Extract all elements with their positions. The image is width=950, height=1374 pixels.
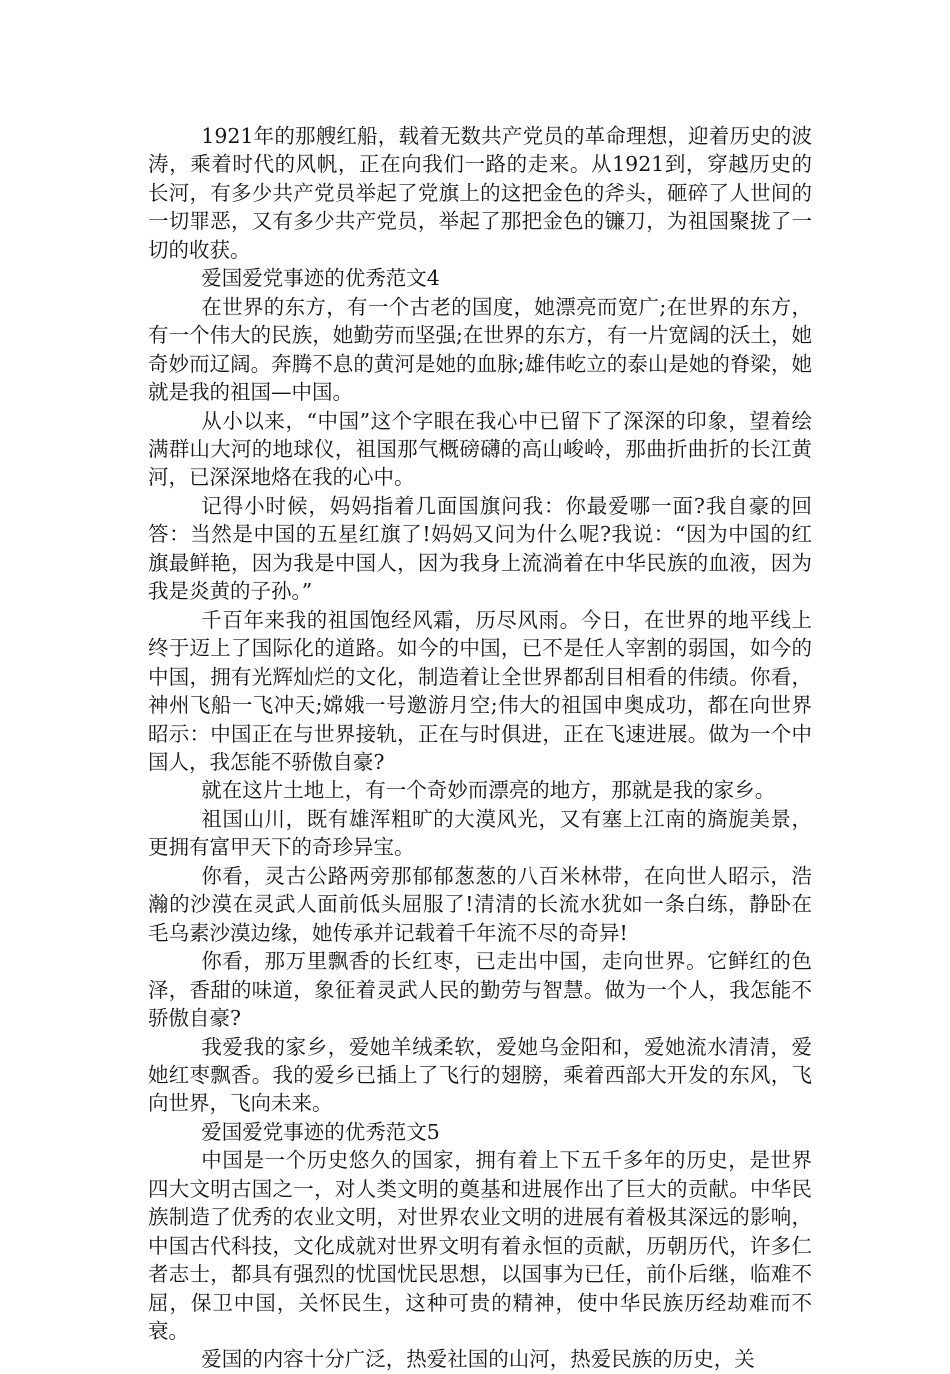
paragraph: 在世界的东方，有一个古老的国度，她漂亮而宽广;在世界的东方，有一个伟大的民族，她勤劳而坚强;在世界的东方，有一片宽阔的沃土，她奇妙而辽阔。奔腾不息的黄河是她的血脉;雄伟屹立的泰山是她的脊梁，她就是我的祖国—中国。 (148, 294, 812, 405)
paragraph: 1921年的那艘红船，载着无数共产党员的革命理想，迎着历史的波涛，乘着时代的风帆，正在向我们一路的走来。从1921到，穿越历史的长河，有多少共产党员举起了党旗上的这把金色的斧头，砸碎了人世间的一切罪恶，又有多少共产党员，举起了那把金色的镰刀，为祖国聚拢了一切的收获。 (148, 124, 812, 262)
paragraph: 你看，那万里飘香的长红枣，已走出中国，走向世界。它鲜红的色泽，香甜的味道，象征着灵武人民的勤劳与智慧。做为一个人，我怎能不骄傲自豪? (148, 949, 812, 1031)
paragraph: 就在这片土地上，有一个奇妙而漂亮的地方，那就是我的家乡。 (201, 778, 776, 803)
document-body (148, 122, 812, 1374)
paragraph: 我爱我的家乡，爱她羊绒柔软，爱她乌金阳和，爱她流水清清，爱她红枣飘香。我的爱乡已插上了飞行的翅膀，乘着西部大开发的东风，飞向世界，飞向未来。 (148, 1034, 812, 1116)
paragraph: 从小以来，“中国”这个字眼在我心中已留下了深深的印象，望着绘满群山大河的地球仪，祖国那气概磅礴的高山峻岭，那曲折曲折的长江黄河，已深深地烙在我的心中。 (148, 408, 812, 490)
paragraph: 记得小时候，妈妈指着几面国旗问我：你最爱哪一面?我自豪的回答：当然是中国的五星红旗了!妈妈又问为什么呢?我说：“因为中国的红旗最鲜艳，因为我是中国人，因为我身上流淌着在中华民族的血液，因为我是炎黄的子孙。” (148, 493, 812, 604)
paragraph: 祖国山川，既有雄浑粗旷的大漠风光，又有塞上江南的旖旎美景，更拥有富甲天下的奇珍异宝。 (148, 806, 812, 860)
section-heading: 爱国爱党事迹的优秀范文5 (201, 1119, 440, 1144)
paragraph: 你看，灵古公路两旁那郁郁葱葱的八百米林带，在向世人昭示，浩瀚的沙漠在灵武人面前低头屈服了!清清的长流水犹如一条白练，静卧在毛乌素沙漠边缘，她传承并记载着千年流不尽的奇异! (148, 863, 812, 945)
paragraph: 千百年来我的祖国饱经风霜，历尽风雨。今日，在世界的地平线上终于迈上了国际化的道路。如今的中国，已不是任人宰割的弱国，如今的中国，拥有光辉灿烂的文化，制造着让全世界都刮目相看的伟绩。你看，神州飞船一飞冲天;嫦娥一号邀游月空;伟大的祖国申奥成功，都在向世界昭示：中国正在与世界接轨，正在与时俱进，正在飞速进展。做为一个中国人，我怎能不骄傲自豪? (148, 607, 812, 774)
section-heading: 爱国爱党事迹的优秀范文4 (201, 266, 440, 291)
paragraph: 中国是一个历史悠久的国家，拥有着上下五千多年的历史，是世界四大文明古国之一，对人类文明的奠基和进展作出了巨大的贡献。中华民族制造了优秀的农业文明，对世界农业文明的进展有着极其深远的影响，中国古代科技，文化成就对世界文明有着永恒的贡献，历朝历代，许多仁者志士，都具有强烈的忧国忧民思想，以国事为已任，前仆后继，临难不屈，保卫中国，关怀民生，这种可贵的精神，使中华民族历经劫难而不衰。 (148, 1148, 812, 1344)
paragraph: 爱国的内容十分广泛，热爱社国的山河，热爱民族的历史，关 (201, 1347, 755, 1372)
